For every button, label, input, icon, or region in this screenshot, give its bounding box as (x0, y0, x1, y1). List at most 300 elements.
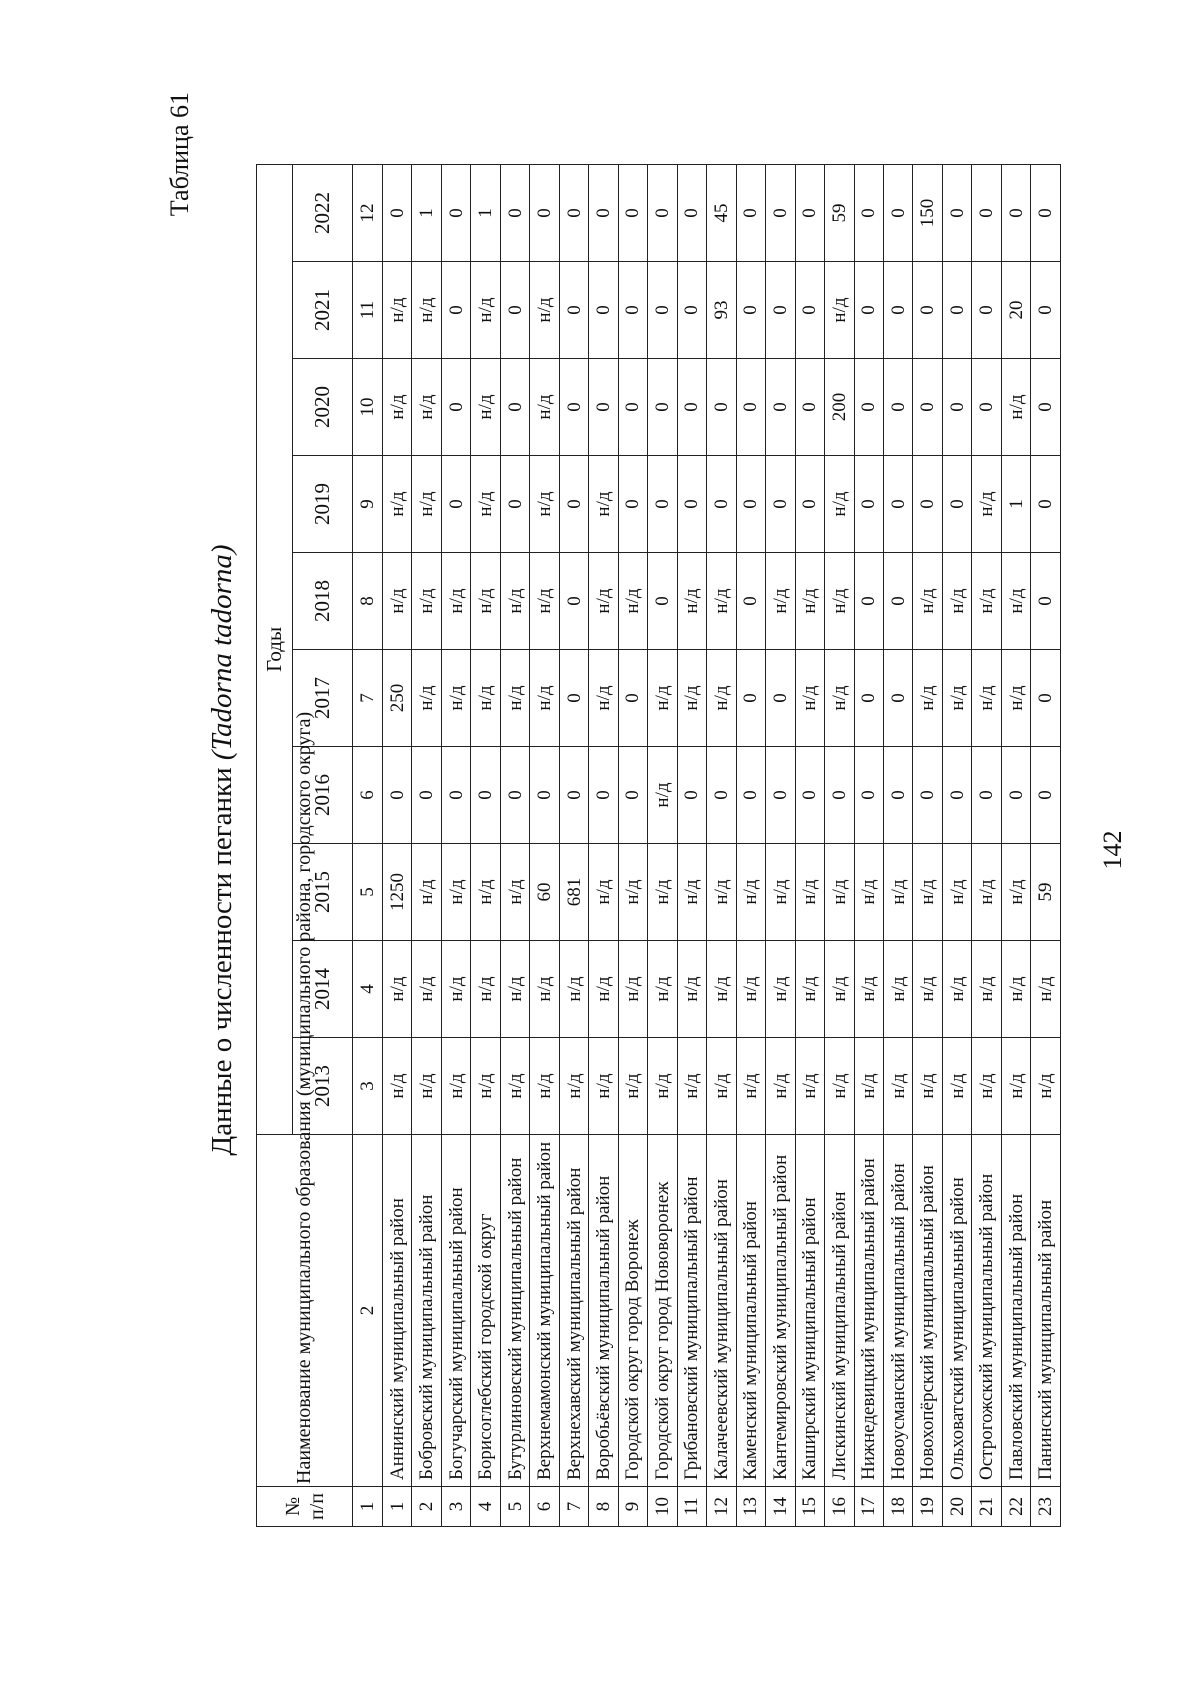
year-value-cell: 0 (648, 456, 677, 553)
year-value-cell: 0 (942, 164, 971, 261)
year-value-cell: н/д (825, 941, 854, 1038)
year-value-cell: н/д (913, 553, 942, 650)
year-value-cell: н/д (383, 941, 412, 1038)
year-value-cell: 0 (736, 262, 765, 359)
municipality-name: Панинский муниципальный район (1031, 1135, 1061, 1487)
municipality-name: Грибановский муниципальный район (677, 1135, 706, 1487)
header-year: 2022 (293, 164, 353, 261)
year-value-cell: 0 (736, 553, 765, 650)
row-number: 14 (766, 1487, 795, 1527)
year-value-cell: 0 (500, 164, 529, 261)
row-number: 10 (648, 1487, 677, 1527)
year-value-cell: н/д (972, 553, 1001, 650)
year-value-cell: 0 (1001, 747, 1030, 844)
year-value-cell: н/д (795, 941, 824, 1038)
year-value-cell: 1250 (383, 844, 412, 941)
municipality-name: Кантемировский муниципальный район (766, 1135, 795, 1487)
header-row-group (257, 164, 293, 1526)
year-value-cell: н/д (677, 650, 706, 747)
year-value-cell: н/д (825, 1038, 854, 1135)
year-value-cell: 1 (471, 164, 500, 261)
column-number: 10 (353, 359, 383, 456)
year-value-cell: 0 (736, 456, 765, 553)
table-row (854, 164, 883, 1526)
year-value-cell: н/д (589, 456, 618, 553)
year-value-cell: н/д (795, 1038, 824, 1135)
year-value-cell: н/д (559, 1038, 588, 1135)
year-value-cell: н/д (412, 1038, 441, 1135)
year-value-cell: н/д (677, 844, 706, 941)
year-value-cell: 0 (500, 747, 529, 844)
year-value-cell: 0 (883, 262, 912, 359)
year-value-cell: н/д (942, 650, 971, 747)
municipality-name: Богучарский муниципальный район (441, 1135, 470, 1487)
year-value-cell: 0 (972, 262, 1001, 359)
row-number: 21 (972, 1487, 1001, 1527)
year-value-cell: н/д (500, 941, 529, 1038)
year-value-cell: 0 (854, 650, 883, 747)
year-value-cell: н/д (913, 844, 942, 941)
year-value-cell: н/д (825, 553, 854, 650)
table-row (383, 164, 412, 1526)
year-value-cell: 0 (795, 747, 824, 844)
municipality-name: Бутурлиновский муниципальный район (500, 1135, 529, 1487)
table-row (589, 164, 618, 1526)
year-value-cell: н/д (707, 844, 736, 941)
municipality-name: Бобровский муниципальный район (412, 1135, 441, 1487)
year-value-cell: н/д (441, 553, 470, 650)
row-number: 13 (736, 1487, 765, 1527)
year-value-cell: 0 (766, 456, 795, 553)
row-number: 4 (471, 1487, 500, 1527)
year-value-cell: н/д (530, 262, 559, 359)
year-value-cell: 45 (707, 164, 736, 261)
row-number: 19 (913, 1487, 942, 1527)
column-number: 11 (353, 262, 383, 359)
year-value-cell: н/д (883, 844, 912, 941)
year-value-cell: н/д (500, 844, 529, 941)
year-value-cell: н/д (530, 650, 559, 747)
row-number: 6 (530, 1487, 559, 1527)
year-value-cell: н/д (913, 941, 942, 1038)
year-value-cell: 0 (942, 747, 971, 844)
municipality-name: Верхнехавский муниципальный район (559, 1135, 588, 1487)
municipality-name: Аннинский муниципальный район (383, 1135, 412, 1487)
year-value-cell: 0 (883, 456, 912, 553)
year-value-cell: 0 (913, 747, 942, 844)
year-value-cell: н/д (412, 941, 441, 1038)
year-value-cell: н/д (500, 650, 529, 747)
column-number: 4 (353, 941, 383, 1038)
year-value-cell: н/д (707, 650, 736, 747)
year-value-cell: 0 (795, 262, 824, 359)
year-value-cell: 0 (707, 456, 736, 553)
municipality-name: Верхнемамонский муниципальный район (530, 1135, 559, 1487)
table-row (648, 164, 677, 1526)
year-value-cell: н/д (383, 359, 412, 456)
year-value-cell: 59 (1031, 844, 1061, 941)
year-value-cell: н/д (795, 650, 824, 747)
table-row (559, 164, 588, 1526)
year-value-cell: н/д (618, 941, 647, 1038)
year-value-cell: н/д (530, 941, 559, 1038)
row-number: 15 (795, 1487, 824, 1527)
year-value-cell: 0 (972, 747, 1001, 844)
header-years-group: Годы (257, 164, 293, 1134)
year-value-cell: н/д (854, 844, 883, 941)
caption-main: Данные о численности пеганки (206, 767, 238, 1156)
year-value-cell: 0 (972, 359, 1001, 456)
year-value-cell: 0 (1031, 262, 1061, 359)
table-row (441, 164, 470, 1526)
year-value-cell: н/д (530, 456, 559, 553)
year-value-cell: 0 (530, 747, 559, 844)
year-value-cell: н/д (972, 1038, 1001, 1135)
year-value-cell: н/д (972, 941, 1001, 1038)
year-value-cell: 0 (1031, 650, 1061, 747)
year-value-cell: н/д (795, 553, 824, 650)
year-value-cell: 0 (441, 164, 470, 261)
municipality-name: Новоусманский муниципальный район (883, 1135, 912, 1487)
row-number: 22 (1001, 1487, 1030, 1527)
year-value-cell: 0 (913, 262, 942, 359)
year-value-cell: 0 (383, 747, 412, 844)
row-number: 8 (589, 1487, 618, 1527)
year-value-cell: н/д (500, 553, 529, 650)
year-value-cell: 0 (618, 262, 647, 359)
year-value-cell: н/д (618, 553, 647, 650)
year-value-cell: н/д (441, 650, 470, 747)
column-number: 1 (353, 1487, 383, 1527)
year-value-cell: н/д (677, 553, 706, 650)
year-value-cell: 0 (942, 262, 971, 359)
column-number: 6 (353, 747, 383, 844)
year-value-cell: н/д (648, 747, 677, 844)
year-value-cell: 60 (530, 844, 559, 941)
municipality-name: Новохопёрский муниципальный район (913, 1135, 942, 1487)
year-value-cell: н/д (530, 359, 559, 456)
header-name: Наименование муниципального образования (муниципального района, городского округа) (257, 1135, 353, 1487)
municipality-name: Острогожский муниципальный район (972, 1135, 1001, 1487)
header-year: 2020 (293, 359, 353, 456)
year-value-cell: 250 (383, 650, 412, 747)
year-value-cell: 0 (530, 164, 559, 261)
year-value-cell: 0 (707, 747, 736, 844)
year-value-cell: н/д (795, 844, 824, 941)
year-value-cell: н/д (825, 844, 854, 941)
year-value-cell: 0 (412, 747, 441, 844)
year-value-cell: 0 (1031, 359, 1061, 456)
year-value-cell: н/д (883, 941, 912, 1038)
year-value-cell: 0 (736, 164, 765, 261)
column-number: 3 (353, 1038, 383, 1135)
municipality-name: Городской округ город Воронеж (618, 1135, 647, 1487)
year-value-cell: н/д (471, 650, 500, 747)
year-value-cell: н/д (913, 650, 942, 747)
year-value-cell: н/д (589, 941, 618, 1038)
year-value-cell: 0 (854, 359, 883, 456)
year-value-cell: н/д (942, 553, 971, 650)
table-row (1031, 164, 1061, 1526)
table-row (883, 164, 912, 1526)
column-number: 12 (353, 164, 383, 261)
row-number: 20 (942, 1487, 971, 1527)
year-value-cell: н/д (383, 1038, 412, 1135)
row-number: 11 (677, 1487, 706, 1527)
year-value-cell: 0 (1031, 164, 1061, 261)
table-caption (206, 0, 239, 1700)
year-value-cell: 0 (441, 456, 470, 553)
year-value-cell: н/д (736, 844, 765, 941)
table-row (677, 164, 706, 1526)
row-number: 2 (412, 1487, 441, 1527)
table-row (942, 164, 971, 1526)
year-value-cell: н/д (1001, 941, 1030, 1038)
year-value-cell: н/д (383, 456, 412, 553)
year-value-cell: н/д (412, 456, 441, 553)
year-value-cell: н/д (500, 1038, 529, 1135)
year-value-cell: н/д (766, 941, 795, 1038)
year-value-cell: 0 (795, 456, 824, 553)
row-number: 17 (854, 1487, 883, 1527)
municipality-name: Каширский муниципальный район (795, 1135, 824, 1487)
year-value-cell: 0 (825, 747, 854, 844)
year-value-cell: н/д (441, 941, 470, 1038)
table-row (471, 164, 500, 1526)
year-value-cell: 0 (913, 359, 942, 456)
table-row (707, 164, 736, 1526)
year-value-cell: 0 (648, 359, 677, 456)
year-value-cell: н/д (471, 359, 500, 456)
row-number: 3 (441, 1487, 470, 1527)
year-value-cell: н/д (883, 1038, 912, 1135)
year-value-cell: 0 (854, 456, 883, 553)
year-value-cell: н/д (972, 844, 1001, 941)
year-value-cell: 681 (559, 844, 588, 941)
year-value-cell: н/д (972, 650, 1001, 747)
year-value-cell: 0 (559, 650, 588, 747)
year-value-cell: н/д (412, 553, 441, 650)
year-value-cell: н/д (618, 844, 647, 941)
table-row (913, 164, 942, 1526)
year-value-cell: 0 (1031, 553, 1061, 650)
year-value-cell: 1 (412, 164, 441, 261)
year-value-cell: 0 (795, 164, 824, 261)
year-value-cell: 0 (589, 359, 618, 456)
municipality-name: Нижнедевицкий муниципальный район (854, 1135, 883, 1487)
year-value-cell: н/д (766, 1038, 795, 1135)
year-value-cell: 0 (913, 456, 942, 553)
year-value-cell: н/д (412, 262, 441, 359)
year-value-cell: 0 (618, 650, 647, 747)
year-value-cell: н/д (589, 553, 618, 650)
year-value-cell: 0 (766, 164, 795, 261)
header-number: № п/п (257, 1487, 353, 1527)
column-number: 8 (353, 553, 383, 650)
table-row (795, 164, 824, 1526)
year-value-cell: 0 (854, 747, 883, 844)
year-value-cell: 93 (707, 262, 736, 359)
table-row (825, 164, 854, 1526)
year-value-cell: н/д (707, 941, 736, 1038)
year-value-cell: н/д (1001, 844, 1030, 941)
year-value-cell: 0 (766, 650, 795, 747)
table-row (618, 164, 647, 1526)
year-value-cell: н/д (825, 262, 854, 359)
year-value-cell: 0 (559, 456, 588, 553)
year-value-cell: 0 (883, 650, 912, 747)
year-value-cell: 0 (500, 359, 529, 456)
year-value-cell: 0 (559, 553, 588, 650)
year-value-cell: 0 (883, 359, 912, 456)
year-value-cell: 0 (618, 164, 647, 261)
year-value-cell: н/д (854, 1038, 883, 1135)
year-value-cell: 0 (618, 359, 647, 456)
year-value-cell: 0 (471, 747, 500, 844)
year-value-cell: н/д (383, 262, 412, 359)
year-value-cell: н/д (677, 941, 706, 1038)
municipality-name: Каменский муниципальный район (736, 1135, 765, 1487)
year-value-cell: н/д (677, 1038, 706, 1135)
year-value-cell: н/д (441, 844, 470, 941)
header-year: 2019 (293, 456, 353, 553)
year-value-cell: н/д (648, 844, 677, 941)
year-value-cell: 150 (913, 164, 942, 261)
year-value-cell: н/д (825, 456, 854, 553)
year-value-cell: н/д (648, 941, 677, 1038)
municipality-name: Воробьёвский муниципальный район (589, 1135, 618, 1487)
year-value-cell: 0 (1031, 747, 1061, 844)
municipality-name: Калачеевский муниципальный район (707, 1135, 736, 1487)
year-value-cell: 0 (736, 747, 765, 844)
year-value-cell: н/д (530, 1038, 559, 1135)
table-row (766, 164, 795, 1526)
year-value-cell: 0 (972, 164, 1001, 261)
year-value-cell: 0 (795, 359, 824, 456)
year-value-cell: 0 (648, 262, 677, 359)
year-value-cell: 0 (883, 747, 912, 844)
table-row (1001, 164, 1030, 1526)
year-value-cell: н/д (1001, 1038, 1030, 1135)
table-row (412, 164, 441, 1526)
row-number: 5 (500, 1487, 529, 1527)
year-value-cell: н/д (736, 1038, 765, 1135)
year-value-cell: 0 (618, 456, 647, 553)
year-value-cell: 0 (500, 262, 529, 359)
year-value-cell: 0 (677, 164, 706, 261)
year-value-cell: 0 (1001, 164, 1030, 261)
year-value-cell: н/д (589, 1038, 618, 1135)
row-number: 18 (883, 1487, 912, 1527)
year-value-cell: 200 (825, 359, 854, 456)
column-number: 5 (353, 844, 383, 941)
year-value-cell: н/д (412, 844, 441, 941)
year-value-cell: н/д (471, 456, 500, 553)
column-number: 7 (353, 650, 383, 747)
year-value-cell: н/д (942, 844, 971, 941)
year-value-cell: 0 (589, 262, 618, 359)
year-value-cell: 0 (441, 262, 470, 359)
year-value-cell: н/д (972, 456, 1001, 553)
year-value-cell: н/д (441, 1038, 470, 1135)
year-value-cell: 0 (854, 164, 883, 261)
year-value-cell: 0 (383, 164, 412, 261)
year-value-cell: н/д (942, 941, 971, 1038)
year-value-cell: 0 (677, 747, 706, 844)
year-value-cell: 0 (559, 164, 588, 261)
year-value-cell: н/д (854, 941, 883, 1038)
header-row-column-numbers (353, 164, 383, 1526)
table-label: Таблица 61 (165, 92, 194, 217)
year-value-cell: н/д (383, 553, 412, 650)
year-value-cell: н/д (942, 1038, 971, 1135)
year-value-cell: н/д (1001, 359, 1030, 456)
year-value-cell: 0 (589, 164, 618, 261)
header-year: 2013 (293, 1038, 353, 1135)
column-number: 2 (353, 1135, 383, 1487)
year-value-cell: н/д (471, 553, 500, 650)
year-value-cell: н/д (913, 1038, 942, 1135)
municipality-name: Ольховатский муниципальный район (942, 1135, 971, 1487)
row-number: 9 (618, 1487, 647, 1527)
year-value-cell: н/д (736, 941, 765, 1038)
year-value-cell: 0 (707, 359, 736, 456)
year-value-cell: н/д (1001, 650, 1030, 747)
table-row (736, 164, 765, 1526)
row-number: 12 (707, 1487, 736, 1527)
row-number: 23 (1031, 1487, 1061, 1527)
municipality-name: Борисоглебский городской округ (471, 1135, 500, 1487)
year-value-cell: 0 (942, 359, 971, 456)
municipality-name: Городской округ город Нововоронеж (648, 1135, 677, 1487)
header-year: 2021 (293, 262, 353, 359)
year-value-cell: 0 (677, 359, 706, 456)
year-value-cell: 0 (854, 553, 883, 650)
header-year: 2017 (293, 650, 353, 747)
year-value-cell: 0 (1031, 456, 1061, 553)
year-value-cell: н/д (1001, 553, 1030, 650)
header-year: 2016 (293, 747, 353, 844)
year-value-cell: 0 (648, 164, 677, 261)
year-value-cell: 59 (825, 164, 854, 261)
year-value-cell: 0 (854, 262, 883, 359)
caption-species: (Tadorna tadorna) (206, 544, 238, 761)
year-value-cell: н/д (471, 1038, 500, 1135)
year-value-cell: н/д (559, 941, 588, 1038)
table-row (500, 164, 529, 1526)
population-table (256, 164, 1061, 1527)
year-value-cell: н/д (648, 1038, 677, 1135)
row-number: 1 (383, 1487, 412, 1527)
year-value-cell: 20 (1001, 262, 1030, 359)
year-value-cell: н/д (530, 553, 559, 650)
year-value-cell: н/д (589, 650, 618, 747)
year-value-cell: 0 (942, 456, 971, 553)
row-number: 16 (825, 1487, 854, 1527)
year-value-cell: н/д (618, 1038, 647, 1135)
table-row (972, 164, 1001, 1526)
year-value-cell: 1 (1001, 456, 1030, 553)
year-value-cell: н/д (707, 553, 736, 650)
year-value-cell: н/д (1031, 941, 1061, 1038)
year-value-cell: н/д (471, 262, 500, 359)
page-number: 142 (1098, 830, 1127, 870)
year-value-cell: 0 (883, 553, 912, 650)
year-value-cell: 0 (677, 262, 706, 359)
year-value-cell: н/д (648, 650, 677, 747)
year-value-cell: н/д (471, 941, 500, 1038)
year-value-cell: 0 (766, 262, 795, 359)
